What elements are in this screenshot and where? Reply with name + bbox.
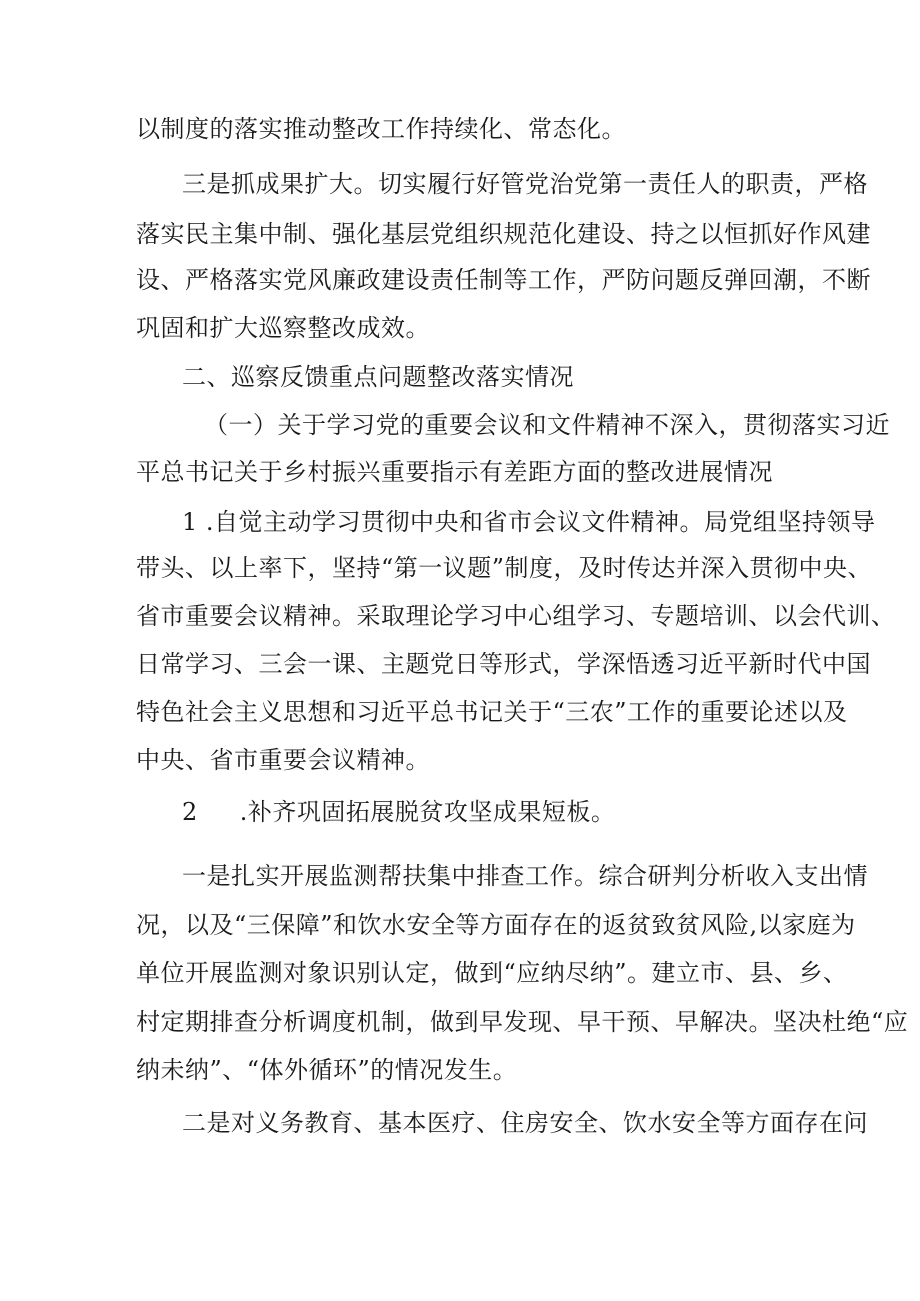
- text-line: 以制度的落实推动整改工作持续化、常态化。: [136, 115, 626, 143]
- text-line: 中央、省市重要会议精神。: [136, 746, 430, 774]
- text-line: 日常学习、三会一课、主题党日等形式，学深悟透习近平新时代中国: [136, 650, 871, 678]
- text-line: 况，以及“三保障”和饮水安全等方面存在的返贫致贫风险,以家庭为: [136, 911, 856, 939]
- text-line: 单位开展监测对象识别认定，做到“应纳尽纳”。建立市、县、乡、: [136, 959, 848, 987]
- text-line: 设、严格落实党风廉政建设责任制等工作，严防问题反弹回潮，不断: [136, 266, 871, 294]
- text-line: 一是扎实开展监测帮扶集中排查工作。综合研判分析收入支出情: [182, 862, 868, 890]
- item-number: 2: [182, 798, 198, 826]
- numbered-item: [182, 797, 842, 827]
- text-line: 巩固和扩大巡察整改成效。: [136, 314, 430, 342]
- text-line: 省市重要会议精神。采取理论学习中心组学习、专题培训、以会代训、: [136, 602, 896, 630]
- text-line: 特色社会主义思想和习近平总书记关于“三农”工作的重要论述以及: [136, 698, 848, 726]
- text-line: 平总书记关于乡村振兴重要指示有差距方面的整改进展情况: [136, 458, 773, 486]
- text-line: 三是抓成果扩大。切实履行好管党治党第一责任人的职责，严格: [182, 170, 868, 198]
- section-heading: 二、巡察反馈重点问题整改落实情况: [182, 363, 574, 391]
- text-line: 1 .自觉主动学习贯彻中央和省市会议文件精神。局党组坚持领导: [182, 508, 876, 536]
- text-line: 落实民主集中制、强化基层党组织规范化建设、持之以恒抓好作风建: [136, 220, 871, 248]
- text-line: 二是对义务教育、基本医疗、住房安全、饮水安全等方面存在问: [182, 1109, 868, 1137]
- text-line: 纳未纳”、“体外循环”的情况发生。: [136, 1056, 518, 1084]
- item-text: .补齐巩固拓展脱贫攻坚成果短板。: [239, 798, 616, 826]
- subsection-heading: （一）关于学习党的重要会议和文件精神不深入，贯彻落实习近: [204, 411, 890, 439]
- text-line: 村定期排查分析调度机制，做到早发现、早干预、早解决。坚决杜绝“应: [136, 1008, 909, 1036]
- text-line: 带头、以上率下，坚持“第一议题”制度，及时传达并深入贯彻中央、: [136, 554, 873, 582]
